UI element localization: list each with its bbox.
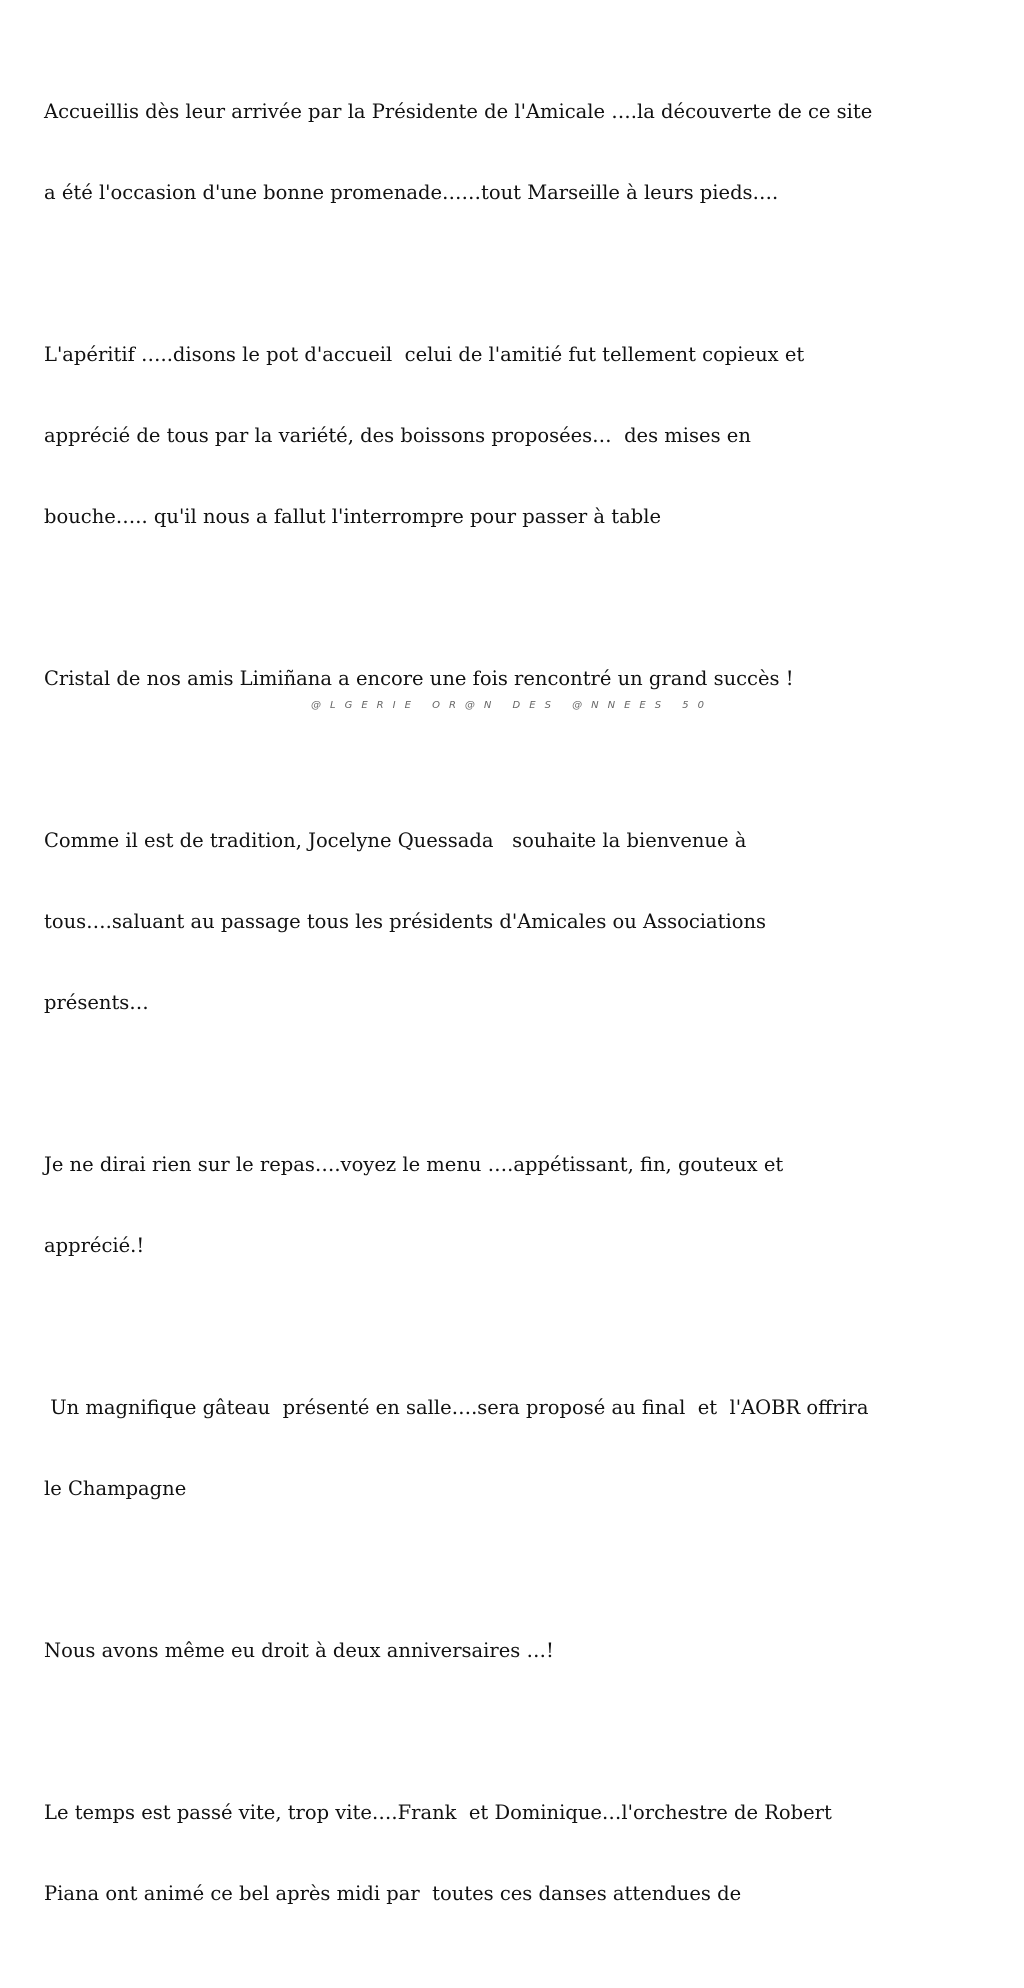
- text-line: Le temps est passé vite, trop vite….Frank et Dominique…l'orchestre de Robert: [44, 1801, 832, 1824]
- paragraph-birthdays: [44, 1583, 994, 1718]
- text-line: Nous avons même eu droit à deux anniversaires …!: [44, 1639, 554, 1662]
- text-line: bouche….. qu'il nous a fallut l'interrompre pour passer à table: [44, 505, 661, 528]
- text-line: le Champagne: [44, 1477, 187, 1500]
- text-line: a été l'occasion d'une bonne promenade……tout Marseille à leurs pieds….: [44, 181, 779, 204]
- text-line: Accueillis dès leur arrivée par la Présidente de l'Amicale ….la découverte de ce site: [44, 100, 873, 123]
- paragraph-cake: [44, 1340, 994, 1556]
- text-line: Piana ont animé ce bel après midi par toutes ces danses attendues de: [44, 1882, 742, 1905]
- text-line: présents…: [44, 991, 149, 1014]
- paragraph-arrival: [44, 44, 994, 260]
- text-line: tous….saluant au passage tous les présidents d'Amicales ou Associations: [44, 910, 767, 933]
- paragraph-welcome: [44, 773, 994, 1070]
- paragraph-cristal: [44, 611, 994, 746]
- text-line: L'apéritif …..disons le pot d'accueil celui de l'amitié fut tellement copieux et: [44, 343, 805, 366]
- text-line: Un magnifique gâteau présenté en salle….sera proposé au final et l'AOBR offrira: [44, 1396, 869, 1419]
- page-footer: @LGERIE OR@N DES @NNEES 50: [311, 700, 713, 711]
- text-line: Cristal de nos amis Limiñana a encore une fois rencontré un grand succès !: [44, 667, 794, 690]
- text-line: apprécié de tous par la variété, des boissons proposées… des mises en: [44, 424, 751, 447]
- text-line: apprécié.!: [44, 1234, 145, 1257]
- paragraph-aperitif: [44, 287, 994, 584]
- text-line: Je ne dirai rien sur le repas….voyez le menu ….appétissant, fin, gouteux et: [44, 1153, 784, 1176]
- document-body: [44, 44, 994, 1988]
- paragraph-meal: [44, 1097, 994, 1313]
- text-line: Comme il est de tradition, Jocelyne Quessada souhaite la bienvenue à: [44, 829, 747, 852]
- paragraph-orchestra: [44, 1745, 994, 1961]
